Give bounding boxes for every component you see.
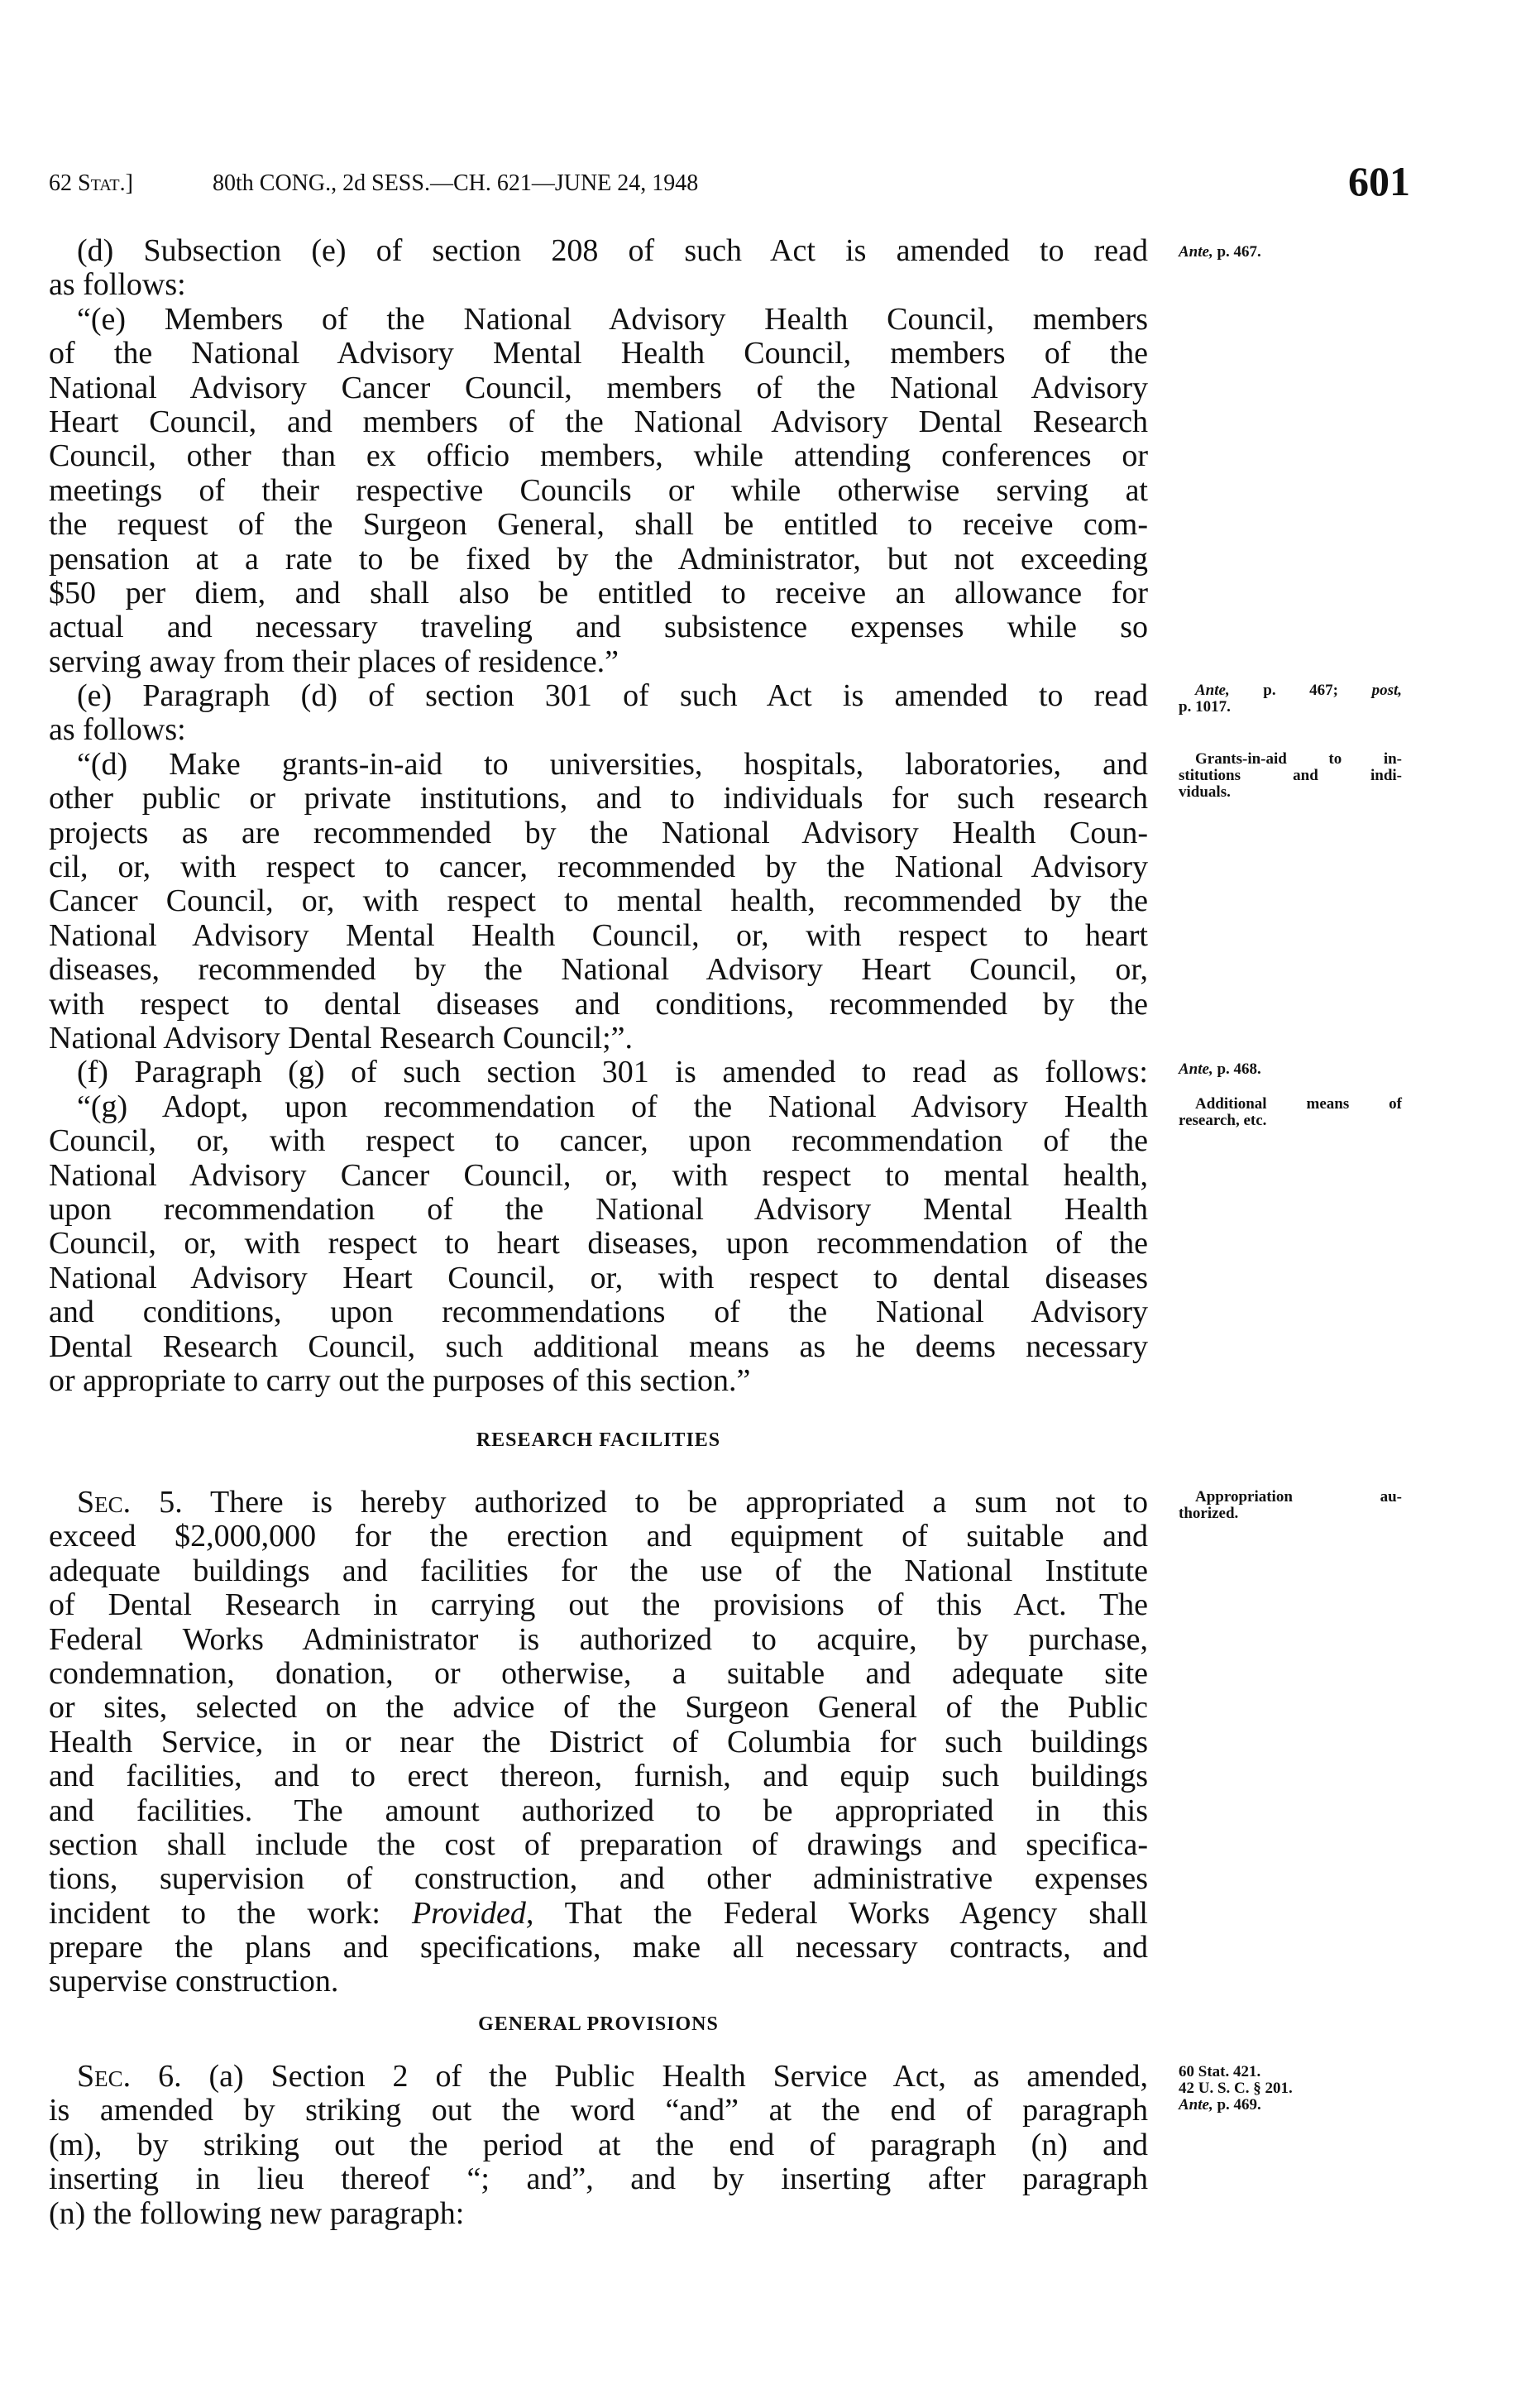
section-4-amendments	[49, 234, 1148, 1398]
margin-note	[1179, 682, 1402, 716]
text-segment: p. 467;	[1229, 682, 1372, 699]
text-segment: p. 468.	[1212, 1060, 1261, 1078]
text-line: upon recommendation of the National Advisory Mental Health	[49, 1191, 1148, 1227]
margin-note	[1179, 1061, 1402, 1078]
text-line: prepare the plans and specifications, make all necessary contracts, and	[49, 1930, 1148, 1965]
text-line: and facilities, and to erect thereon, furnish, and equip such buildings	[49, 1759, 1148, 1794]
text-line: adequate buildings and facilities for the use of the National Institute	[49, 1553, 1148, 1588]
margin-note-line: research, etc.	[1179, 1112, 1267, 1129]
margin-note-line	[1179, 682, 1402, 699]
margin-note-line: 60 Stat. 421.	[1179, 2063, 1261, 2080]
text-line: Council, or, with respect to heart diseases, upon recommendation of the	[49, 1226, 1148, 1261]
text-line: or appropriate to carry out the purposes of this section.”	[49, 1362, 751, 1398]
text-line: with respect to dental diseases and conditions, recommended by the	[49, 986, 1148, 1022]
margin-note-line: stitutions and indi-	[1179, 767, 1402, 784]
paragraph	[49, 1090, 1148, 1399]
text-line: “(e) Members of the National Advisory Health Council, members	[77, 301, 1148, 337]
margin-note	[1179, 1489, 1402, 1522]
text-line: National Advisory Cancer Council, or, with respect to mental health,	[49, 1157, 1148, 1193]
text-line: Cancer Council, or, with respect to mental health, recommended by the	[49, 883, 1148, 919]
text-line: supervise construction.	[49, 1964, 339, 1999]
paragraph	[49, 234, 1148, 303]
text-line: Council, other than ex officio members, while attending conferences or	[49, 438, 1148, 474]
page-number: 601	[1348, 158, 1410, 204]
italic-text: Ante,	[1179, 243, 1213, 261]
paragraph	[49, 303, 1148, 679]
header-title: 80th CONG., 2d SESS.—CH. 621—JUNE 24, 1948	[213, 170, 699, 196]
text-segment: incident to the work:	[49, 1895, 412, 1931]
margin-note	[1179, 244, 1402, 261]
text-line: exceed $2,000,000 for the erection and equipment of suitable and	[49, 1519, 1148, 1554]
paragraph	[49, 1056, 1148, 1089]
text-line: meetings of their respective Councils or while otherwise serving at	[49, 472, 1148, 508]
text-line: and conditions, upon recommendations of the National Advisory	[49, 1295, 1148, 1330]
text-segment: 5. There is hereby authorized to be appropriated a sum not to	[131, 1485, 1148, 1520]
header-volume: 62 Stat.]	[49, 170, 133, 196]
margin-note	[1179, 1096, 1402, 1129]
margin-note	[1179, 2064, 1402, 2114]
margin-note-line: 42 U. S. C. § 201.	[1179, 2080, 1293, 2097]
margin-note-line: thorized.	[1179, 1505, 1239, 1522]
italic-text: Ante,	[1179, 2096, 1213, 2114]
text-segment: p. 467.	[1212, 243, 1261, 261]
text-line: inserting in lieu thereof “; and”, and by inserting after paragraph	[49, 2161, 1148, 2197]
section-5	[49, 1486, 1148, 1999]
text-line: pensation at a rate to be fixed by the Administrator, but not exceeding	[49, 541, 1148, 577]
text-line: condemnation, donation, or otherwise, a suitable and adequate site	[49, 1655, 1148, 1691]
text-line: as follows:	[49, 712, 186, 748]
text-line: tions, supervision of construction, and other administrative expenses	[49, 1861, 1148, 1897]
margin-note	[1179, 751, 1402, 801]
italic-text: Ante,	[1195, 682, 1230, 699]
paragraph	[49, 2060, 1148, 2231]
text-line	[49, 1486, 1148, 1520]
margin-note-line: Additional means of	[1195, 1095, 1402, 1113]
heading-research-facilities: RESEARCH FACILITIES	[476, 1429, 721, 1451]
text-line	[49, 1897, 1148, 1931]
section-label: Sec.	[77, 1485, 132, 1520]
text-line: section shall include the cost of preparation of drawings and specifica-	[49, 1826, 1148, 1862]
text-line: cil, or, with respect to cancer, recommended by the National Advisory	[49, 850, 1148, 885]
text-line: Health Service, in or near the District of Columbia for such buildings	[49, 1724, 1148, 1759]
margin-note-line	[1179, 244, 1402, 261]
text-line: (n) the following new paragraph:	[49, 2195, 465, 2231]
text-line: the request of the Surgeon General, shall be entitled to receive com-	[49, 507, 1148, 543]
paragraph	[49, 1486, 1148, 1999]
text-line: “(d) Make grants-in-aid to universities, hospitals, laboratories, and	[77, 746, 1148, 782]
section-label: Sec.	[77, 2059, 132, 2094]
italic-text: Provided,	[411, 1895, 534, 1931]
text-line: Heart Council, and members of the National Advisory Dental Research	[49, 404, 1148, 439]
text-line: or sites, selected on the advice of the Surgeon General of the Public	[49, 1690, 1148, 1726]
text-line: (f) Paragraph (g) of such section 301 is amended to read as follows:	[77, 1055, 1148, 1090]
text-line: $50 per diem, and shall also be entitled to receive an allowance for	[49, 575, 1148, 610]
text-line: National Advisory Mental Health Council, or, with respect to heart	[49, 917, 1148, 953]
text-line: (m), by striking out the period at the end of paragraph (n) and	[49, 2127, 1148, 2162]
text-line: diseases, recommended by the National Advisory Heart Council, or,	[49, 952, 1148, 988]
text-line: projects as are recommended by the National Advisory Health Coun-	[49, 815, 1148, 850]
text-line: serving away from their places of residence.”	[49, 644, 619, 679]
text-line: (e) Paragraph (d) of section 301 of such Act is amended to read	[77, 678, 1148, 714]
margin-note-line	[1179, 1061, 1402, 1078]
section-6	[49, 2060, 1148, 2231]
italic-text: post,	[1371, 682, 1402, 699]
margin-note-line: Grants-in-aid to in-	[1195, 750, 1402, 768]
text-line: is amended by striking out the word “and” at the end of paragraph	[49, 2093, 1148, 2128]
margin-note-line	[1179, 2097, 1402, 2114]
text-line: other public or private institutions, and to individuals for such research	[49, 781, 1148, 816]
text-line: National Advisory Cancer Council, members of the National Advisory	[49, 370, 1148, 405]
text-line: Federal Works Administrator is authorized to acquire, by purchase,	[49, 1621, 1148, 1657]
heading-general-provisions: GENERAL PROVISIONS	[478, 2013, 719, 2035]
margin-note-line: p. 1017.	[1179, 698, 1231, 716]
paragraph	[49, 679, 1148, 748]
margin-note-line: Appropriation au-	[1195, 1488, 1402, 1506]
text-line: and facilities. The amount authorized to be appropriated in this	[49, 1793, 1148, 1828]
text-line: of the National Advisory Mental Health Council, members of the	[49, 336, 1148, 371]
text-segment: p. 469.	[1212, 2096, 1261, 2114]
text-line: National Advisory Heart Council, or, with respect to dental diseases	[49, 1260, 1148, 1295]
text-line: “(g) Adopt, upon recommendation of the National Advisory Health	[77, 1089, 1148, 1124]
text-line: actual and necessary traveling and subsistence expenses while so	[49, 610, 1148, 645]
text-line: Dental Research Council, such additional means as he deems necessary	[49, 1328, 1148, 1364]
text-segment: That the Federal Works Agency shall	[533, 1895, 1148, 1931]
paragraph	[49, 748, 1148, 1056]
text-line: as follows:	[49, 267, 186, 303]
text-line: Council, or, with respect to cancer, upon recommendation of the	[49, 1123, 1148, 1159]
text-segment: 6. (a) Section 2 of the Public Health Service Act, as amended,	[131, 2059, 1148, 2094]
italic-text: Ante,	[1179, 1060, 1213, 1078]
text-line	[49, 2060, 1148, 2094]
text-line: National Advisory Dental Research Council;”.	[49, 1020, 633, 1056]
text-line: (d) Subsection (e) of section 208 of such Act is amended to read	[77, 233, 1148, 268]
margin-note-line: viduals.	[1179, 783, 1231, 801]
text-line: of Dental Research in carrying out the provisions of this Act. The	[49, 1587, 1148, 1623]
